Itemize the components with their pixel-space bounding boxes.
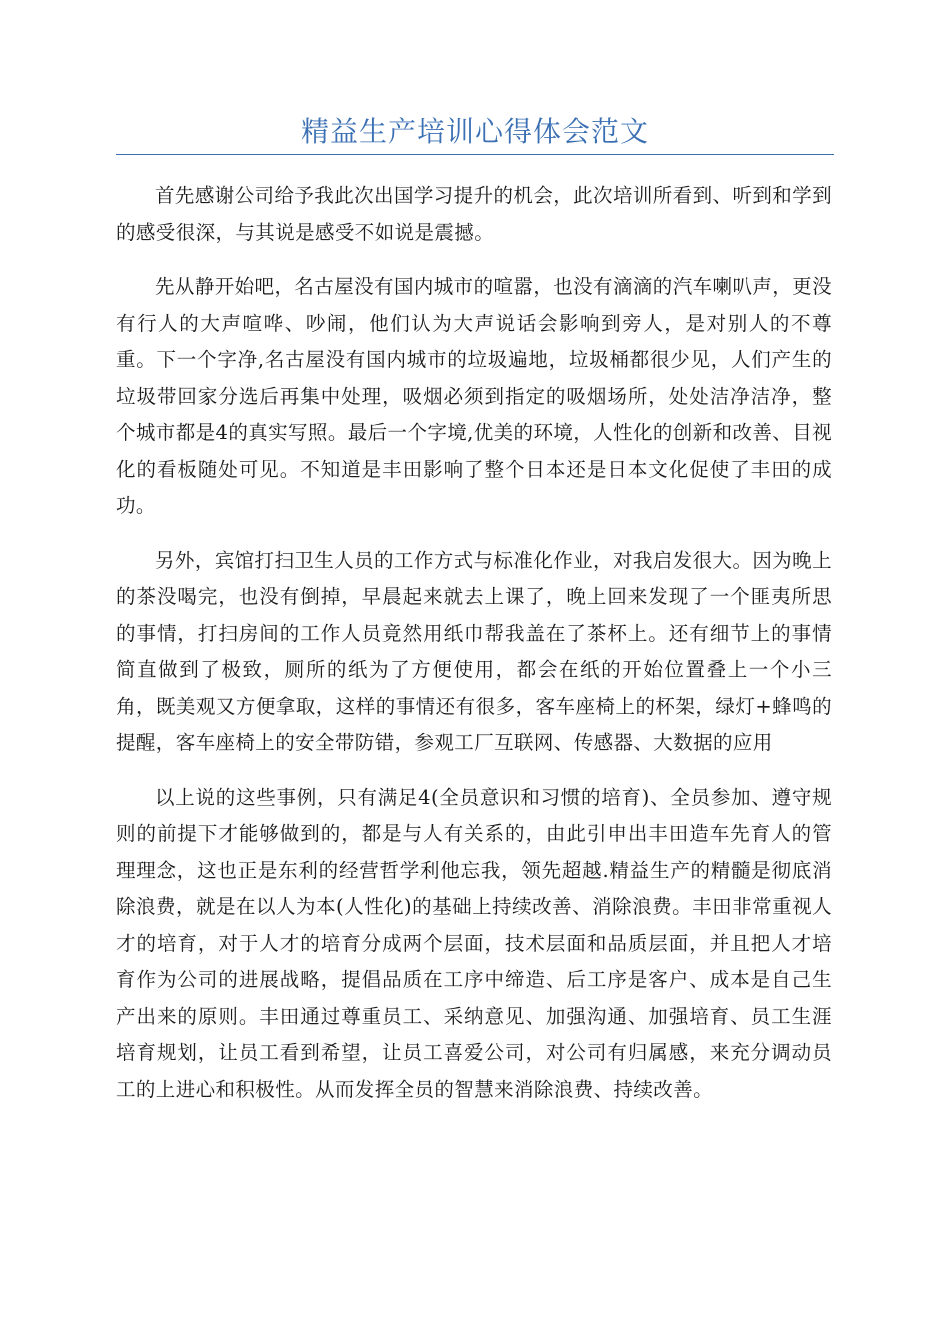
document-title: 精益生产培训心得体会范文 [300, 115, 649, 148]
paragraph-4: 以上说的这些事例，只有满足4(全员意识和习惯的培育)、全员参加、遵守规则的前提下才能够做到的，都是与人有关系的，由此引申出丰田造车先育人的管理理念，这也正是东利的经营哲学利他忘我，领先超越.精益生产的精髓是彻底消除浪费，就是在以人为本(人性化)的基础上持续改善、消除浪费。丰田非常重视人才的培育，对于人才的培育分成两个层面，技术层面和品质层面，并且把人才培育作为公司的进展战略，提倡品质在工序中缔造、后工序是客户、成本是自己生产出来的原则。丰田通过尊重员工、采纳意见、加强沟通、加强培育、员工生涯培育规划，让员工看到希望，让员工喜爱公司，对公司有归属感，来充分调动员工的上进心和积极性。从而发挥全员的智慧来消除浪费、持续改善。 [116, 785, 832, 1101]
paragraph-1: 首先感谢公司给予我此次出国学习提升的机会，此次培训所看到、听到和学到的感受很深，与其说是感受不如说是震撼。 [116, 184, 832, 244]
paragraph-3: 另外，宾馆打扫卫生人员的工作方式与标准化作业，对我启发很大。因为晚上的茶没喝完，也没有倒掉，早晨起来就去上课了，晚上回来发现了一个匪夷所思的事情，打扫房间的工作人员竟然用纸巾帮我盖在了茶杯上。还有细节上的事情简直做到了极致，厕所的纸为了方便使用，都会在纸的开始位置叠上一个小三角，既美观又方便拿取，这样的事情还有很多，客车座椅上的杯架，绿灯+蜂鸣的提醒，客车座椅上的安全带防错，参观工厂互联网、传感器、大数据的应用 [116, 548, 832, 754]
title-underline [116, 154, 834, 155]
paragraph-2: 先从静开始吧，名古屋没有国内城市的喧嚣，也没有滴滴的汽车喇叭声，更没有行人的大声喧哗、吵闹，他们认为大声说话会影响到旁人，是对别人的不尊重。下一个字净,名古屋没有国内城市的垃圾遍地，垃圾桶都很少见，人们产生的垃圾带回家分选后再集中处理，吸烟必须到指定的吸烟场所，处处洁净洁净，整个城市都是4的真实写照。最后一个字境,优美的环境，人性化的创新和改善、目视化的看板随处可见。不知道是丰田影响了整个日本还是日本文化促使了丰田的成功。 [116, 275, 832, 517]
document-body [116, 178, 832, 1126]
